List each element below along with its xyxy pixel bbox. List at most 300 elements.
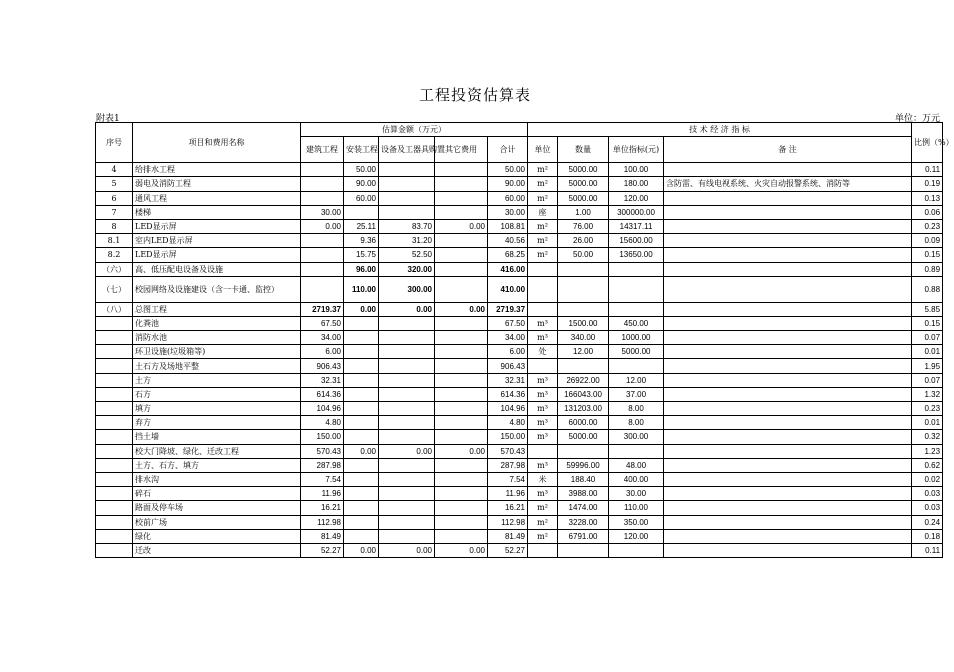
cell-seq [96, 316, 133, 330]
cell-equipment [379, 472, 435, 486]
cell-quantity: 6791.00 [558, 529, 609, 543]
cell-install [344, 472, 379, 486]
cell-ratio: 0.07 [912, 373, 943, 387]
cell-building [301, 276, 344, 302]
cell-other [435, 529, 488, 543]
cell-quantity [558, 359, 609, 373]
cell-total: 570.43 [488, 444, 528, 458]
cell-unit [528, 302, 558, 316]
table-row [96, 302, 943, 316]
table-row [96, 515, 943, 529]
cell-other: 0.00 [435, 302, 488, 316]
cell-building: 0.00 [301, 219, 344, 233]
table-row [96, 458, 943, 472]
cell-ratio: 0.19 [912, 177, 943, 191]
cell-install: 0.00 [344, 302, 379, 316]
cell-seq: 6 [96, 191, 133, 205]
cell-quantity [558, 276, 609, 302]
cell-unit-index: 48.00 [609, 458, 664, 472]
table-row [96, 316, 943, 330]
cell-total: 50.00 [488, 163, 528, 177]
cell-remark [664, 416, 912, 430]
cell-unit-index: 180.00 [609, 177, 664, 191]
cell-ratio: 5.85 [912, 302, 943, 316]
table-row [96, 359, 943, 373]
cell-install [344, 331, 379, 345]
cell-total: 60.00 [488, 191, 528, 205]
cell-seq [96, 402, 133, 416]
cell-equipment [379, 501, 435, 515]
cell-install: 0.00 [344, 543, 379, 557]
cell-building: 34.00 [301, 331, 344, 345]
cell-name: LED显示屏 [133, 248, 301, 262]
cell-unit [528, 543, 558, 557]
table-row [96, 373, 943, 387]
page-title: 工程投资估算表 [418, 86, 531, 104]
header-estimate-group: 估算金额（万元） [301, 123, 528, 137]
cell-name: LED显示屏 [133, 219, 301, 233]
cell-unit-index [609, 444, 664, 458]
cell-seq: 5 [96, 177, 133, 191]
cell-ratio: 0.03 [912, 487, 943, 501]
cell-other [435, 430, 488, 444]
cell-unit: m² [528, 515, 558, 529]
cell-name: 环卫设施(垃圾箱等) [133, 345, 301, 359]
cell-remark [664, 191, 912, 205]
cell-install: 0.00 [344, 444, 379, 458]
cell-unit: m² [528, 529, 558, 543]
cell-building: 81.49 [301, 529, 344, 543]
cell-unit: m³ [528, 387, 558, 401]
cell-other [435, 515, 488, 529]
cell-name: 土方、石方、填方 [133, 458, 301, 472]
cell-unit-index [609, 302, 664, 316]
cell-unit: m² [528, 163, 558, 177]
cell-equipment: 0.00 [379, 302, 435, 316]
cell-unit: m³ [528, 430, 558, 444]
header-total: 合计 [488, 137, 528, 163]
cell-name: 迁改 [133, 543, 301, 557]
cell-quantity: 166043.00 [558, 387, 609, 401]
cell-unit-index [609, 543, 664, 557]
cell-seq: （六） [96, 262, 133, 276]
cell-equipment [379, 373, 435, 387]
cell-remark [664, 248, 912, 262]
cell-ratio: 1.23 [912, 444, 943, 458]
cell-seq [96, 458, 133, 472]
cell-seq [96, 444, 133, 458]
cell-other [435, 387, 488, 401]
cell-name: 弱电及消防工程 [133, 177, 301, 191]
cell-remark [664, 219, 912, 233]
cell-unit: 米 [528, 472, 558, 486]
cell-seq [96, 345, 133, 359]
table-row [96, 205, 943, 219]
cell-name: 高、低压配电设备及设施 [133, 262, 301, 276]
cell-total: 906.43 [488, 359, 528, 373]
cell-ratio: 0.23 [912, 219, 943, 233]
cell-ratio: 0.07 [912, 331, 943, 345]
table-row [96, 529, 943, 543]
cell-remark [664, 373, 912, 387]
cell-remark [664, 458, 912, 472]
cell-ratio: 0.06 [912, 205, 943, 219]
cell-unit [528, 359, 558, 373]
cell-install [344, 359, 379, 373]
table-row [96, 262, 943, 276]
cell-remark: 含防雷、有线电视系统、火灾自动报警系统、消防等 [664, 177, 912, 191]
table-row [96, 387, 943, 401]
cell-quantity: 3228.00 [558, 515, 609, 529]
cell-ratio: 0.15 [912, 248, 943, 262]
cell-unit: m² [528, 234, 558, 248]
cell-building [301, 262, 344, 276]
cell-building: 30.00 [301, 205, 344, 219]
cell-unit-index [609, 276, 664, 302]
cell-total: 6.00 [488, 345, 528, 359]
table-row [96, 501, 943, 515]
cell-remark [664, 163, 912, 177]
cell-unit: m³ [528, 316, 558, 330]
cell-seq [96, 487, 133, 501]
cell-name: 土石方及场地平整 [133, 359, 301, 373]
cell-name: 化粪池 [133, 316, 301, 330]
cell-ratio: 0.62 [912, 458, 943, 472]
cell-seq: （七） [96, 276, 133, 302]
cell-ratio: 0.23 [912, 402, 943, 416]
cell-seq: 8 [96, 219, 133, 233]
cell-remark [664, 472, 912, 486]
cell-other [435, 373, 488, 387]
cell-building: 570.43 [301, 444, 344, 458]
unit-label: 单位：万元 [894, 114, 940, 124]
cell-unit-index: 100.00 [609, 163, 664, 177]
cell-total: 30.00 [488, 205, 528, 219]
cell-other [435, 316, 488, 330]
cell-seq [96, 515, 133, 529]
cell-unit: m³ [528, 458, 558, 472]
cell-building: 150.00 [301, 430, 344, 444]
cell-install [344, 345, 379, 359]
cell-unit: m³ [528, 331, 558, 345]
cell-remark [664, 316, 912, 330]
table-row [96, 444, 943, 458]
cell-seq [96, 331, 133, 345]
cell-remark [664, 205, 912, 219]
cell-install [344, 387, 379, 401]
cell-ratio: 1.95 [912, 359, 943, 373]
cell-building: 16.21 [301, 501, 344, 515]
cell-name: 校前广场 [133, 515, 301, 529]
cell-install: 90.00 [344, 177, 379, 191]
cell-quantity: 131203.00 [558, 402, 609, 416]
cell-remark [664, 302, 912, 316]
cell-seq [96, 430, 133, 444]
cell-building: 67.50 [301, 316, 344, 330]
cell-unit: m³ [528, 402, 558, 416]
header-quantity: 数量 [558, 137, 609, 163]
cell-ratio: 0.88 [912, 276, 943, 302]
cell-total: 68.25 [488, 248, 528, 262]
cell-equipment [379, 430, 435, 444]
cell-total: 32.31 [488, 373, 528, 387]
cell-equipment [379, 331, 435, 345]
cell-name: 室内LED显示屏 [133, 234, 301, 248]
cell-unit-index: 350.00 [609, 515, 664, 529]
cell-remark [664, 515, 912, 529]
cell-name: 绿化 [133, 529, 301, 543]
cell-unit [528, 444, 558, 458]
cell-total: 2719.37 [488, 302, 528, 316]
header-remark: 备 注 [664, 137, 912, 163]
table-row [96, 331, 943, 345]
cell-remark [664, 345, 912, 359]
header-unit-index: 单位指标(元) [609, 137, 664, 163]
cell-quantity: 26.00 [558, 234, 609, 248]
cell-remark [664, 487, 912, 501]
cell-remark [664, 359, 912, 373]
cell-other [435, 276, 488, 302]
cell-unit: m² [528, 501, 558, 515]
cell-quantity: 5000.00 [558, 177, 609, 191]
cell-install [344, 430, 379, 444]
cell-equipment: 320.00 [379, 262, 435, 276]
cell-remark [664, 430, 912, 444]
cell-total: 34.00 [488, 331, 528, 345]
cell-quantity: 340.00 [558, 331, 609, 345]
table-row [96, 416, 943, 430]
cell-unit-index: 400.00 [609, 472, 664, 486]
cell-install: 15.75 [344, 248, 379, 262]
cell-ratio: 1.32 [912, 387, 943, 401]
cell-unit-index: 300.00 [609, 430, 664, 444]
table-row [96, 248, 943, 262]
cell-other [435, 359, 488, 373]
cell-other [435, 472, 488, 486]
cell-remark [664, 276, 912, 302]
cell-unit-index: 8.00 [609, 416, 664, 430]
cell-quantity: 1474.00 [558, 501, 609, 515]
cell-install: 25.11 [344, 219, 379, 233]
cell-equipment [379, 163, 435, 177]
table-row [96, 345, 943, 359]
cell-name: 总图工程 [133, 302, 301, 316]
cell-other [435, 248, 488, 262]
cell-ratio: 0.03 [912, 501, 943, 515]
cell-equipment: 300.00 [379, 276, 435, 302]
sheet-label: 附表1 [96, 114, 120, 124]
cell-unit: m² [528, 248, 558, 262]
cell-remark [664, 543, 912, 557]
cell-building: 32.31 [301, 373, 344, 387]
cell-unit-index [609, 262, 664, 276]
cell-seq [96, 529, 133, 543]
cell-quantity [558, 543, 609, 557]
cell-quantity: 188.40 [558, 472, 609, 486]
cell-unit: m² [528, 219, 558, 233]
cell-unit-index: 14317.11 [609, 219, 664, 233]
cell-other [435, 205, 488, 219]
cell-equipment [379, 359, 435, 373]
header-tech-group: 技 术 经 济 指 标 [528, 123, 912, 137]
cell-building: 6.00 [301, 345, 344, 359]
cell-unit [528, 276, 558, 302]
cell-other [435, 501, 488, 515]
cell-name: 弃方 [133, 416, 301, 430]
cell-name: 路面及停车场 [133, 501, 301, 515]
cell-ratio: 0.01 [912, 345, 943, 359]
cell-total: 16.21 [488, 501, 528, 515]
cell-equipment: 52.50 [379, 248, 435, 262]
table-row [96, 543, 943, 557]
cell-equipment [379, 316, 435, 330]
cell-unit: 处 [528, 345, 558, 359]
cell-remark [664, 529, 912, 543]
cell-unit-index: 12.00 [609, 373, 664, 387]
cell-install [344, 373, 379, 387]
cell-building: 614.36 [301, 387, 344, 401]
table-row [96, 402, 943, 416]
cell-seq [96, 387, 133, 401]
cell-other [435, 163, 488, 177]
table-row [96, 430, 943, 444]
cell-total: 81.49 [488, 529, 528, 543]
cell-unit-index: 450.00 [609, 316, 664, 330]
cell-building [301, 191, 344, 205]
cell-remark [664, 402, 912, 416]
table-row [96, 163, 943, 177]
header-name: 项目和费用名称 [133, 123, 301, 163]
cell-other [435, 458, 488, 472]
cell-unit-index: 13650.00 [609, 248, 664, 262]
cell-building [301, 177, 344, 191]
cell-seq [96, 416, 133, 430]
cell-ratio: 0.01 [912, 416, 943, 430]
cell-name: 碎石 [133, 487, 301, 501]
table-row [96, 487, 943, 501]
cell-building: 52.27 [301, 543, 344, 557]
cell-install [344, 416, 379, 430]
cell-equipment [379, 416, 435, 430]
cell-building: 11.96 [301, 487, 344, 501]
cell-total: 11.96 [488, 487, 528, 501]
cell-equipment [379, 458, 435, 472]
cell-building [301, 248, 344, 262]
cell-remark [664, 387, 912, 401]
cell-ratio: 0.89 [912, 262, 943, 276]
cell-quantity: 5000.00 [558, 430, 609, 444]
cell-install: 9.36 [344, 234, 379, 248]
cell-ratio: 0.09 [912, 234, 943, 248]
cell-seq: 8.2 [96, 248, 133, 262]
cell-equipment [379, 402, 435, 416]
cell-unit: m³ [528, 487, 558, 501]
cell-unit-index: 37.00 [609, 387, 664, 401]
cell-total: 90.00 [488, 177, 528, 191]
cell-unit-index: 15600.00 [609, 234, 664, 248]
cell-name: 土方 [133, 373, 301, 387]
cell-other [435, 234, 488, 248]
table-row [96, 276, 943, 302]
cell-name: 通风工程 [133, 191, 301, 205]
cell-name: 消防水池 [133, 331, 301, 345]
cell-install [344, 402, 379, 416]
cell-seq [96, 501, 133, 515]
cell-equipment: 83.70 [379, 219, 435, 233]
cell-install [344, 316, 379, 330]
cell-unit-index: 110.00 [609, 501, 664, 515]
cell-ratio: 0.02 [912, 472, 943, 486]
cell-equipment: 0.00 [379, 444, 435, 458]
cell-building [301, 234, 344, 248]
cell-quantity: 1.00 [558, 205, 609, 219]
cell-quantity: 26922.00 [558, 373, 609, 387]
cell-remark [664, 262, 912, 276]
header-install: 安装工程 [344, 137, 379, 163]
cell-install [344, 529, 379, 543]
cell-total: 4.80 [488, 416, 528, 430]
header-seq: 序号 [96, 123, 133, 163]
cell-total: 150.00 [488, 430, 528, 444]
cell-total: 410.00 [488, 276, 528, 302]
cell-total: 104.96 [488, 402, 528, 416]
cell-other: 0.00 [435, 444, 488, 458]
cell-equipment [379, 515, 435, 529]
cell-other [435, 487, 488, 501]
cell-equipment [379, 529, 435, 543]
cell-remark [664, 234, 912, 248]
cell-total: 287.98 [488, 458, 528, 472]
cell-unit-index: 1000.00 [609, 331, 664, 345]
cell-equipment [379, 345, 435, 359]
cell-name: 挡土墙 [133, 430, 301, 444]
cell-building: 2719.37 [301, 302, 344, 316]
cell-building: 7.54 [301, 472, 344, 486]
cell-quantity: 5000.00 [558, 191, 609, 205]
cell-unit: m³ [528, 373, 558, 387]
cell-quantity: 5000.00 [558, 163, 609, 177]
cell-building: 287.98 [301, 458, 344, 472]
cell-unit: 座 [528, 205, 558, 219]
cell-equipment: 31.20 [379, 234, 435, 248]
cell-unit-index: 120.00 [609, 529, 664, 543]
cell-quantity: 1500.00 [558, 316, 609, 330]
cell-seq: 8.1 [96, 234, 133, 248]
table-row [96, 177, 943, 191]
table-row [96, 219, 943, 233]
cell-unit-index: 8.00 [609, 402, 664, 416]
header-other: 其它费用 [435, 137, 488, 163]
cell-install [344, 487, 379, 501]
cell-quantity [558, 302, 609, 316]
cell-quantity: 76.00 [558, 219, 609, 233]
cell-total: 614.36 [488, 387, 528, 401]
table-row [96, 472, 943, 486]
cell-total: 112.98 [488, 515, 528, 529]
cell-other [435, 331, 488, 345]
cell-remark [664, 331, 912, 345]
cell-install [344, 515, 379, 529]
cell-equipment [379, 205, 435, 219]
cell-equipment: 0.00 [379, 543, 435, 557]
table-row [96, 234, 943, 248]
cell-other [435, 262, 488, 276]
cell-ratio: 0.11 [912, 543, 943, 557]
cell-install [344, 205, 379, 219]
cell-unit-index: 120.00 [609, 191, 664, 205]
cell-quantity: 50.00 [558, 248, 609, 262]
cell-name: 填方 [133, 402, 301, 416]
